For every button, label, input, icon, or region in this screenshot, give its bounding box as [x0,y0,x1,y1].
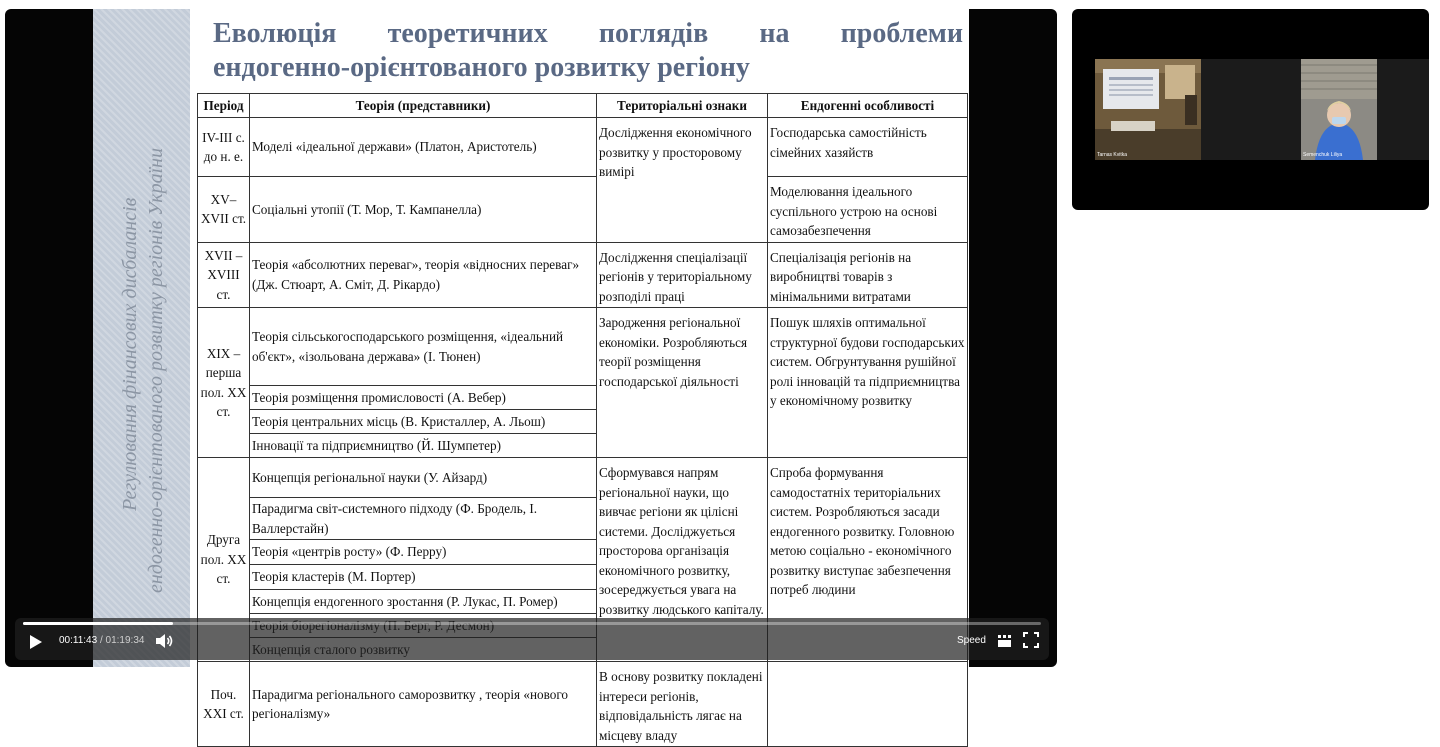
theory-cell: Теорія «центрів росту» (Ф. Перру) [250,540,597,565]
period-cell: Друга пол. XX ст. [198,458,250,662]
period-cell: XIX – перша пол. XX ст. [198,308,250,458]
theory-cell: Теорія розміщення промисловості (А. Вебер) [250,386,597,410]
territorial-cell: В основу розвитку покладені інтереси регіонів, відповідальність лягає на місцеву владу [597,662,768,747]
theory-cell: Концепція ендогенного зростання (Р. Лукас, П. Ромер) [250,590,597,614]
total-time: 01:19:34 [105,635,145,646]
theory-cell: Соціальні утопії (Т. Мор, Т. Кампанелла) [250,177,597,243]
slide-title-line2: ендогенно-орієнтованого розвитку регіону [213,52,750,83]
column-header: Теорія (представники) [250,94,597,118]
sidebar-text-line1: Регулювання фінансових дисбалансів [119,197,141,511]
participant-name-2: Semenchuk Liliya [1303,152,1343,158]
participants-panel [1072,9,1429,210]
period-cell: Поч. XXI ст. [198,662,250,747]
theory-cell: Теорія центральних місць (В. Кристаллер, А. Льош) [250,410,597,434]
volume-icon[interactable] [154,632,174,650]
theory-cell: Моделі «ідеальної держави» (Платон, Аристотель) [250,118,597,177]
territorial-cell: Сформувався напрям регіональної науки, що вивчає регіони як цілісні системи. Досліджується просторова організація економічного розвитку, зосереджується увага на розвитку людського капіталу. [597,458,768,662]
endogenous-cell: Господарська самостійність сімейних хазяйств [768,118,968,177]
tile-separator [1377,59,1429,160]
theory-cell: Теорія «абсолютних переваг», теорія «відносних переваг» (Дж. Стюарт, А. Сміт, Д. Рікардо) [250,242,597,308]
theory-cell: Концепція регіональної науки (У. Айзард) [250,458,597,498]
table-row [198,177,968,243]
slide-sidebar [93,9,190,667]
player-controls [15,618,1049,660]
territorial-cell: Зародження регіональної економіки. Розробляються теорії розміщення господарської діяльності [597,308,768,458]
person-camera-image [1301,59,1377,160]
endogenous-cell: Спеціалізація регіонів на виробництві товарів з мінімальними витратами [768,242,968,308]
period-cell: IV-III с. до н. е. [198,118,250,177]
current-time: 00:11:43 [59,635,98,646]
territorial-cell: Дослідження спеціалізації регіонів у територіальному розподілі праці [597,242,768,308]
time-separator: / [99,635,103,646]
endogenous-cell: Пошук шляхів оптимальної структурної будови господарських систем. Обгрунтування рушійної ролі інновацій та підприємництва у економічному розвитку [768,308,968,458]
slide-title [213,17,963,85]
fullscreen-icon[interactable] [1023,632,1039,648]
theory-cell: Інновації та підприємництво (Й. Шумпетер) [250,434,597,458]
theory-cell: Теорія сільськогосподарського розміщення, «ідеальний об'єкт», «ізольована держава» (І. Тюнен) [250,308,597,386]
participant-tile-1[interactable] [1095,59,1201,160]
column-header: Ендогенні особливості [768,94,968,118]
table-header-row [198,94,968,118]
table-row [198,458,968,498]
time-display [59,635,144,646]
endogenous-cell: Спроба формування самодостатніх територіальних систем. Розробляються засади ендогенного розвитку. Головною метою соціально - економічного розвитку виступає забезпечення потреб людини [768,458,968,662]
column-header: Період [198,94,250,118]
progress-bar[interactable] [23,622,1041,625]
chapters-icon[interactable] [997,633,1013,649]
period-cell: XVII – XVIII ст. [198,242,250,308]
progress-fill [23,622,173,625]
theory-cell: Парадигма регіонального саморозвитку , теорія «нового регіоналізму» [250,662,597,747]
theory-cell: Теорія кластерів (М. Портер) [250,565,597,590]
participant-tile-2[interactable] [1301,59,1377,160]
slide-title-line1: Еволюція теоретичних поглядів на проблеми [213,18,963,49]
video-player[interactable] [5,9,1057,743]
column-header: Територіальні ознаки [597,94,768,118]
tile-separator [1201,59,1301,160]
endogenous-cell [768,662,968,747]
theory-cell: Парадигма світ-системного підходу (Ф. Бродель, І. Валлерстайн) [250,498,597,540]
sidebar-text-line2: ендогенно-орієнтованого розвитку регіонів України [145,147,167,593]
table-row [198,118,968,177]
period-cell: XV–XVII ст. [198,177,250,243]
endogenous-cell: Моделювання ідеального суспільного устрою на основі самозабезпечення [768,177,968,243]
room-camera-image [1095,59,1201,160]
presentation-slide [93,9,969,743]
participant-name-1: Tarnas Kvitka [1097,152,1128,158]
table-row [198,242,968,308]
speed-button[interactable]: Speed [957,635,986,646]
table-row [198,662,968,747]
play-icon[interactable] [29,634,43,650]
table-row [198,308,968,386]
territorial-cell: Дослідження економічного розвитку у просторовому вимірі [597,118,768,243]
